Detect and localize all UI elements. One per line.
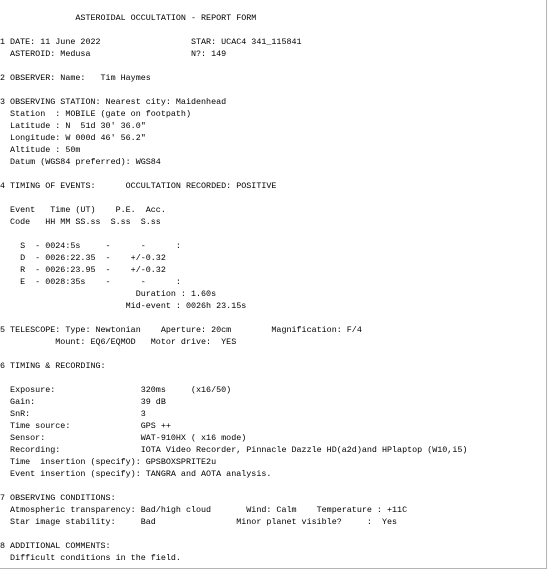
form-line: E - 0028:35s - - : <box>0 277 181 287</box>
form-line <box>0 84 467 96</box>
form-line <box>0 24 467 36</box>
form-line: Gain: 39 dB <box>0 397 166 407</box>
form-line: 4 TIMING OF EVENTS: OCCULTATION RECORDED: POSITIVE <box>0 181 277 191</box>
form-line: 6 TIMING & RECORDING: <box>0 361 106 371</box>
form-line <box>0 0 467 12</box>
form-line: Difficult conditions in the field. <box>0 553 181 563</box>
form-line: 1 DATE: 11 June 2022 STAR: UCAC4 341_115841 <box>0 37 302 47</box>
form-line: 7 OBSERVING CONDITIONS: <box>0 493 116 503</box>
form-line: SnR: 3 <box>0 409 146 419</box>
form-line <box>0 168 467 180</box>
form-line <box>0 348 467 360</box>
form-line: Mount: EQ6/EQMOD Motor drive: YES <box>0 337 237 347</box>
form-line: Station : MOBILE (gate on footpath) <box>0 109 191 119</box>
form-line: Event Time (UT) P.E. Acc. <box>0 205 166 215</box>
form-line: Sensor: WAT-910HX ( x16 mode) <box>0 433 247 443</box>
form-line <box>0 192 467 204</box>
form-line: Duration : 1.60s <box>0 289 217 299</box>
form-line: ASTEROID: Medusa N?: 149 <box>0 49 227 59</box>
form-line <box>0 528 467 540</box>
form-line: 2 OBSERVER: Name: Tim Haymes <box>0 73 151 83</box>
form-line <box>0 312 467 324</box>
form-line: D - 0026:22.35 - +/-0.32 <box>0 253 166 263</box>
form-line: 3 OBSERVING STATION: Nearest city: Maidenhead <box>0 97 227 107</box>
form-line: 8 ADDITIONAL COMMENTS: <box>0 541 111 551</box>
form-line: Mid-event : 0026h 23.15s <box>0 301 247 311</box>
form-line: Code HH MM SS.ss S.ss S.ss <box>0 217 161 227</box>
form-line <box>0 60 467 72</box>
form-line <box>0 372 467 384</box>
form-line: Atmospheric transparency: Bad/high cloud Wind: Calm Temperature : +11C <box>0 505 408 515</box>
form-line: Event insertion (specify): TANGRA and AOTA analysis. <box>0 469 272 479</box>
form-line: Altitude : 50m <box>0 145 81 155</box>
form-line: ASTEROIDAL OCCULTATION - REPORT FORM <box>0 13 257 23</box>
form-line: Time source: GPS ++ <box>0 421 171 431</box>
form-line: Latitude : N 51d 30' 36.0" <box>0 121 146 131</box>
form-line: S - 0024:5s - - : <box>0 241 181 251</box>
form-line <box>0 480 467 492</box>
form-line: Longitude: W 000d 46' 56.2" <box>0 133 146 143</box>
form-line: R - 0026:23.95 - +/-0.32 <box>0 265 166 275</box>
form-line: Recording: IOTA Video Recorder, Pinnacle Dazzle HD(a2d)and HPlaptop (W10,i5) <box>0 445 468 455</box>
form-line: Exposure: 320ms (x16/50) <box>0 385 232 395</box>
form-line: 5 TELESCOPE: Type: Newtonian Aperture: 20cm Magnification: F/4 <box>0 325 362 335</box>
form-line: Time insertion (specify): GPSBOXSPRITE2u <box>0 457 217 467</box>
form-line: Star image stability: Bad Minor planet visible? : Yes <box>0 517 398 527</box>
form-line <box>0 228 467 240</box>
form-line: Datum (WGS84 preferred): WGS84 <box>0 157 161 167</box>
